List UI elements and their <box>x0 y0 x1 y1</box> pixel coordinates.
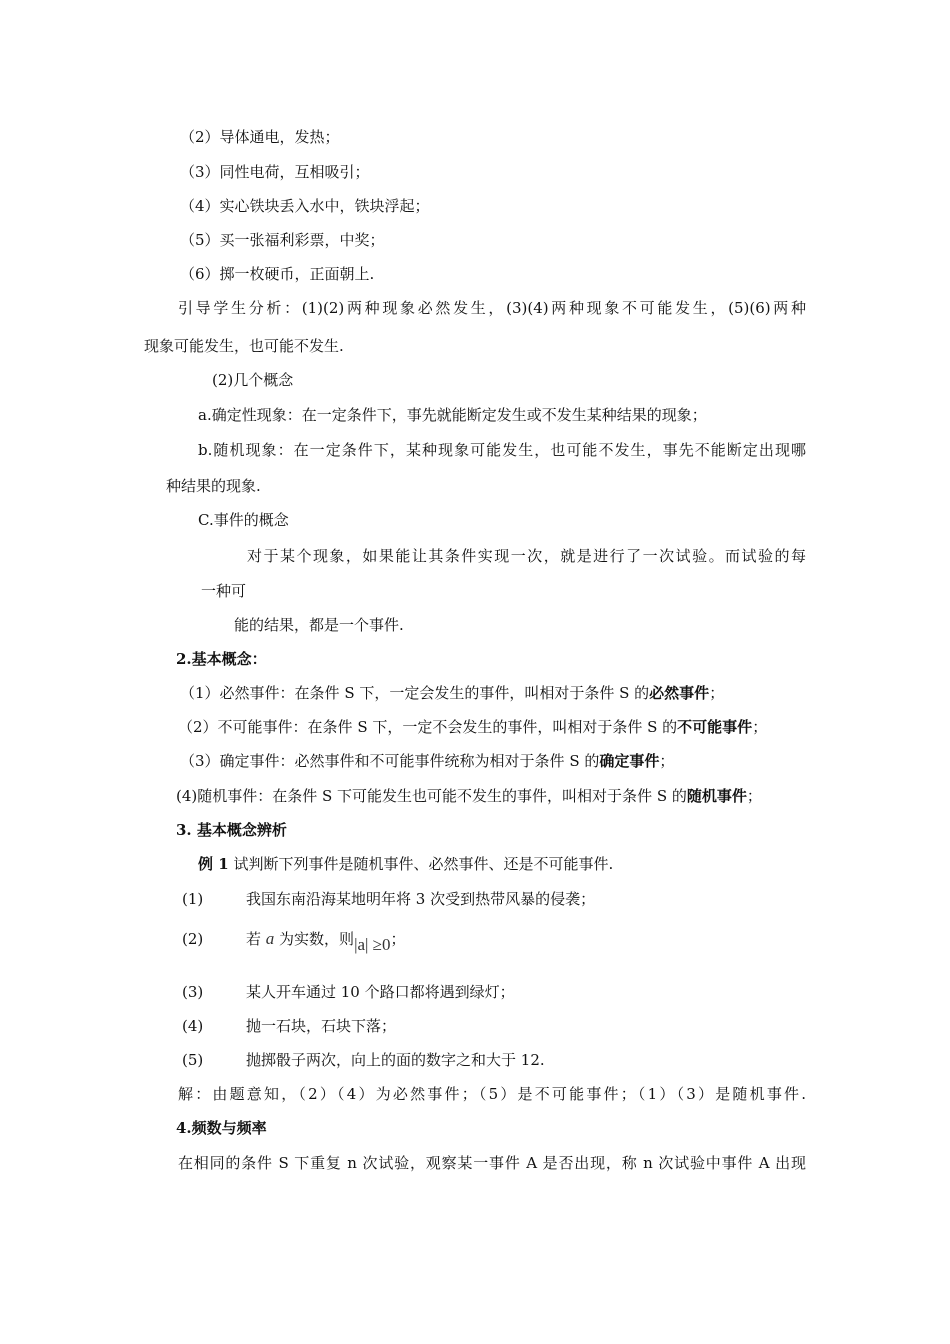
section-title <box>176 1118 267 1138</box>
definition-text: （1）必然事件：在条件 S 下，一定会发生的事件，叫相对于条件 S 的 <box>180 684 650 702</box>
concept-b-continued: 种结果的现象. <box>166 477 261 495</box>
solution-text: 解：由题意知，（2）（4）为必然事件；（5）是不可能事件；（1）（3）是随机事件. <box>178 1085 806 1103</box>
example-label: 例 1 <box>198 855 229 873</box>
example-item <box>182 1050 545 1070</box>
definition-end: ； <box>709 684 725 702</box>
definition-end: ； <box>659 752 675 770</box>
list-item: （5）买一张福利彩票，中奖； <box>180 231 385 249</box>
definition-certain <box>180 683 724 703</box>
math-variable: a <box>265 929 275 948</box>
concept-c: C.事件的概念 <box>198 511 289 529</box>
definition-text: (4)随机事件：在条件 S 下可能发生也可能不发生的事件，叫相对于条件 S 的 <box>176 787 687 805</box>
definition-impossible <box>178 717 767 737</box>
definition-text: （3）确定事件：必然事件和不可能事件统称为相对于条件 S 的 <box>180 752 600 770</box>
guide-paragraph-line: 现象可能发生，也可能不发生. <box>144 337 344 355</box>
item-text: 抛掷骰子两次，向上的面的数字之和大于 12. <box>246 1051 545 1069</box>
item-number: (5) <box>182 1051 204 1069</box>
definition-end: ； <box>746 787 762 805</box>
definition-random <box>176 786 762 806</box>
example-item <box>182 982 515 1002</box>
event-paragraph-line: 能的结果，都是一个事件. <box>234 616 404 634</box>
frequency-paragraph: 在相同的条件 S 下重复 n 次试验，观察某一事件 A 是否出现，称 n 次试验中事件 A 出现 <box>178 1154 806 1172</box>
example-item <box>182 926 406 952</box>
definition-term: 随机事件 <box>686 787 747 805</box>
list-item: （4）实心铁块丢入水中，铁块浮起； <box>180 197 430 215</box>
definition-end: ； <box>752 718 768 736</box>
concept-a: a.确定性现象：在一定条件下，事先就能断定发生或不发生某种结果的现象； <box>198 406 707 424</box>
guide-paragraph-line: 引导学生分析：(1)(2)两种现象必然发生，(3)(4)两种现象不可能发生，(5)(6)两种 <box>178 299 806 317</box>
item-text: 为实数，则 <box>274 930 355 948</box>
item-text: 某人开车通过 10 个路口都将遇到绿灯； <box>246 983 515 1001</box>
item-text: ； <box>390 930 406 948</box>
example-item <box>182 1016 396 1036</box>
definition-term: 不可能事件 <box>677 718 753 736</box>
example-item <box>182 889 595 909</box>
section-title-text: 3. 基本概念辨析 <box>176 821 287 839</box>
list-item: （2）导体通电，发热； <box>180 128 340 146</box>
definition-determined <box>180 751 674 771</box>
math-expression: |a| ≥0 <box>354 935 391 954</box>
definition-term: 确定事件 <box>599 752 660 770</box>
item-text: 若 <box>246 930 266 948</box>
item-text: 抛一石块，石块下落； <box>246 1017 397 1035</box>
example-text: 试判断下列事件是随机事件、必然事件、还是不可能事件. <box>228 855 614 873</box>
definition-text: （2）不可能事件：在条件 S 下，一定不会发生的事件，叫相对于条件 S 的 <box>178 718 678 736</box>
definition-term: 必然事件 <box>649 684 710 702</box>
item-number: (4) <box>182 1017 204 1035</box>
section-title-text: 2.基本概念： <box>176 650 267 668</box>
section-title <box>176 649 267 669</box>
event-paragraph-line: 一种可 <box>201 582 247 600</box>
section-title-text: 4.频数与频率 <box>176 1119 267 1137</box>
item-number: (2) <box>182 930 204 948</box>
concept-b: b.随机现象：在一定条件下，某种现象可能发生，也可能不发生，事先不能断定出现哪 <box>198 441 806 459</box>
example-heading <box>198 854 613 874</box>
section-title <box>176 820 287 840</box>
item-number: (1) <box>182 890 204 908</box>
concepts-heading: (2)几个概念 <box>212 371 294 389</box>
item-text: 我国东南沿海某地明年将 3 次受到热带风暴的侵袭； <box>246 890 596 908</box>
event-paragraph-line: 对于某个现象，如果能让其条件实现一次，就是进行了一次试验。而试验的每 <box>247 547 806 565</box>
list-item: （6）掷一枚硬币，正面朝上. <box>180 265 375 283</box>
list-item: （3）同性电荷，互相吸引； <box>180 163 370 181</box>
item-number: (3) <box>182 983 204 1001</box>
